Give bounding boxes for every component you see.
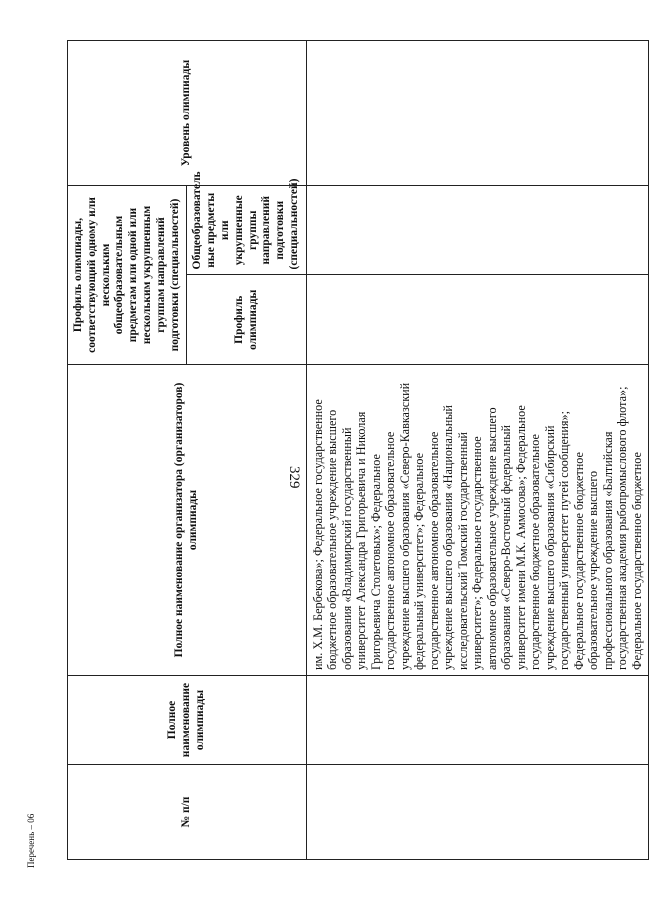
organizer-line: учреждение высшего образования «Национальный bbox=[441, 405, 456, 670]
organizer-line: Григорьевича Столетовых»; Федеральное bbox=[368, 454, 383, 670]
rotated-table-container bbox=[67, 40, 644, 860]
header-subjects: Общеобразователь ные предметы или укрупненные группы направлений подготовки (специальностей) bbox=[187, 186, 306, 276]
organizer-line: университет»; Федеральное государственное bbox=[470, 436, 485, 670]
organizer-line: им. Х.М. Бербекова»; Федеральное государственное bbox=[310, 399, 325, 670]
organizer-line: государственная академия рыбопромыслового флота»; bbox=[615, 386, 630, 670]
cell-level bbox=[306, 41, 649, 186]
organizer-line: Федеральное государственное бюджетное bbox=[629, 452, 644, 670]
organizer-line: образовательное учреждение высшего bbox=[586, 470, 601, 670]
table-row bbox=[306, 41, 649, 860]
cell-subjects bbox=[306, 186, 649, 276]
organizer-line: исследовательский Томский государственный bbox=[455, 432, 470, 670]
cell-profile bbox=[306, 275, 649, 365]
header-level: Уровень олимпиады bbox=[68, 41, 307, 186]
cell-organizer bbox=[306, 365, 649, 676]
organizer-line: профессионального образования «Балтийская bbox=[600, 431, 615, 670]
header-num: № п/п bbox=[68, 765, 307, 860]
organizer-line: образования «Владимирский государственный bbox=[339, 427, 354, 670]
cell-olympiad-name bbox=[306, 676, 649, 765]
organizer-line: бюджетное образовательное учреждение высшего bbox=[325, 409, 340, 670]
organizer-line: учреждение высшего образования «Сибирский bbox=[542, 425, 557, 670]
organizer-line: университет имени М.К. Аммосова»; Федеральное bbox=[513, 405, 528, 670]
organizer-text bbox=[311, 370, 645, 670]
footer-note: Перечень – 06 bbox=[26, 813, 36, 868]
table-header-row-1 bbox=[68, 41, 187, 860]
organizer-line: государственное бюджетное образовательное bbox=[528, 434, 543, 670]
cell-num bbox=[306, 765, 649, 860]
organizer-line: учреждение высшего образования «Северо-Кавказский bbox=[397, 382, 412, 670]
organizer-line: государственное автономное образовательное bbox=[383, 431, 398, 670]
organizer-line: образования «Северо-Восточный федеральный bbox=[499, 425, 514, 670]
olympiad-table bbox=[67, 40, 649, 860]
organizer-line: федеральный университет»; Федеральное bbox=[412, 452, 427, 670]
header-organizer: Полное наименование организатора (организаторов) олимпиады bbox=[68, 365, 307, 676]
page-number: 329 bbox=[286, 466, 302, 489]
organizer-line: Федеральное государственное бюджетное bbox=[571, 452, 586, 670]
organizer-line: государственный университет путей сообщения»; bbox=[557, 410, 572, 670]
header-profile-group: Профиль олимпиады, соответствующий одному или нескольким общеобразовательным предметам или одной или нескольким укрупненным группам направлений подготовки (специальностей) bbox=[68, 186, 187, 365]
organizer-line: университет Александра Григорьевича и Николая bbox=[354, 411, 369, 670]
organizer-line: автономное образовательное учреждение высшего bbox=[484, 407, 499, 670]
header-profile: Профиль олимпиады bbox=[187, 275, 306, 365]
header-olympiad-name: Полное наименование олимпиады bbox=[68, 676, 307, 765]
organizer-line: государственное автономное образовательное bbox=[426, 431, 441, 670]
